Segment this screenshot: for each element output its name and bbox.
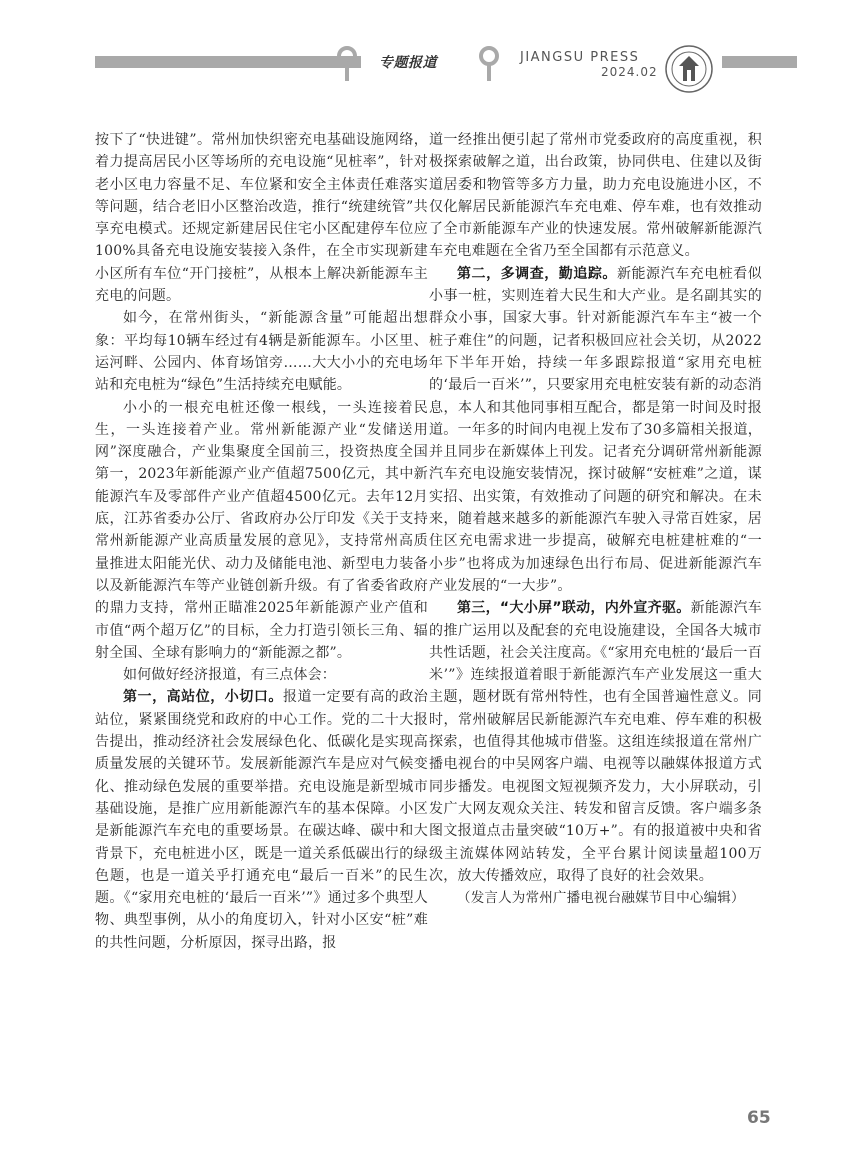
author-note: （发言人为常州广播电视台融媒节目中心编辑）	[457, 890, 745, 907]
publication-name: JIANGSU PRESS	[520, 50, 640, 65]
paragraph: 小小的一根充电桩还像一根线，一头连接着民生，一头连接着产业。常州新能源产业“发储送用网”深度融合，产业集聚度全国前三，投资热度全国第一，2023年新能源产业产值超7500亿元，其中新能源汽车及零部件产业产值超4500亿元。去年12月底，江苏省委办公厅、省政府办公厅印发《关于支持常州新能源产业高质量发展的意见》，支持常州高质量推进太阳能光伏、动力及储能电池、新型电力装备以及新能源汽车等产业链创新升级。有了省委省政府的鼎力支持，常州正瞄准2025年新能源产业产值和市值“两个超万亿”的目标，全力打造引领长三角、辐射全国、全球有影响力的“新能源之都”。	[95, 399, 428, 661]
paragraph: 道一经推出便引起了常州市党委政府的高度重视，积极探索破解之道，出台政策，协同供电、住建以及街道居委和物管等多方力量，助力充电设施进小区，不仅化解居民新能源汽车充电难、停车难，也有效推动了全市新能源车产业的快速发展。常州破解新能源汽车充电难题在全省乃至全国都有示范意义。	[429, 132, 762, 260]
point-heading: 第二，多调查，勤追踪。	[457, 265, 617, 282]
page-number: 65	[747, 1108, 771, 1128]
paragraph: 第二，多调查，勤追踪。新能源汽车充电桩看似小事一桩，实则连着大民生和大产业。是名副其实的群众小事，国家大事。针对新能源汽车车主“被一个桩子难住”的问题，记者积极回应社会关切，从2022年下半年开始，持续一年多跟踪报道“家用充电桩的‘最后一百米’”，只要家用充电桩安装有新的动态消息，本人和其他同事相互配合，都是第一时间及时报道。一年多的时间内电视上发布了30多篇相关报道，并且同步在新媒体上刊发。记者充分调研常州新能源汽车充电设施安装情况，探讨破解“安桩难”之道，谋实招、出实策，有效推动了问题的研究和解决。在未来，随着越来越多的新能源汽车驶入寻常百姓家，居住区充电需求进一步提高，破解充电桩建桩难的“一小步”也将成为加速绿色出行布局、促进新能源汽车产业发展的“一大步”。	[429, 265, 763, 594]
paragraph: 第三，“大小屏”联动，内外宣齐驱。新能源汽车的推广运用以及配套的充电设施建设，全国各大城市共性话题，社会关注度高。《“家用充电桩的‘最后一百米’”》连续报道着眼于新能源汽车产业发展这一重大主题，题材既有常州特性，也有全国普遍性意义。同时，常州破解居民新能源汽车充电难、停车难的积极探索，也值得其他城市借鉴。这组连续报道在常州广播电视台的中吴网客户端、电视等以融媒体报道方式同步播发。电视图文短视频齐发力，大小屏联动，引发广大网友观众关注、转发和留言反馈。客户端多条图文报道点击量突破“10万+”。有的报道被中央和省级主流媒体网站转发，全平台累计阅读量超100万次，放大传播效应，取得了良好的社会效果。	[429, 600, 762, 884]
section-title: 专题报道	[379, 55, 437, 71]
paragraph: 如今，在常州街头，“新能源含量”可能超出想象：平均每10辆车经过有4辆是新能源车。小区里、运河畔、公园内、体育场馆旁……大大小小的充电场站和充电桩为“绿色”生活持续充电赋能。	[95, 310, 428, 394]
paragraph: 第一，高站位，小切口。报道一定要有高的政治站位，紧紧围绕党和政府的中心工作。党的二十大报告提出，推动经济社会发展绿色化、低碳化是实现高质量发展的关键环节。发展新能源汽车是应对气候变化、推动绿色发展的重要举措。充电设施是新型城市基础设施，是推广应用新能源汽车的基本保障。小区是新能源汽车充电的重要场景。在碳达峰、碳中和大背景下，充电桩进小区，既是一道关系低碳出行的绿色题，也是一道关乎打通充电“最后一百米”的民生题。《“家用充电桩的‘最后一百米’”》通过多个典型人物、典型事例，从小的角度切入，针对小区安“桩”难的共性问题，分析原因，探寻出路，报	[95, 689, 429, 951]
issue-date: 2024.02	[601, 65, 658, 79]
journal-seal-logo	[664, 44, 714, 94]
point-heading: 第一，高站位，小切口。	[123, 689, 283, 706]
point-heading: 第三，“大小屏”联动，内外宣齐驱。	[457, 600, 691, 617]
article-column-right	[429, 129, 762, 909]
paragraph: 按下了“快进键”。常州加快织密充电基础设施网络，着力提高居民小区等场所的充电设施“见桩率”，针对老小区电力容量不足、车位紧和安全主体责任难落实等问题，结合老旧小区整治改造，推行“统建统管”共享充电模式。还规定新建居民住宅小区配建停车位应100%具备充电设施安装接入条件，在全市实现新建小区所有车位“开门接桩”，从根本上解决新能源车主充电的问题。	[95, 132, 428, 305]
header-rule-left	[95, 56, 361, 68]
header-rule-right	[722, 56, 797, 68]
location-pin-icon	[478, 46, 500, 82]
location-pin-icon	[336, 46, 358, 82]
article-column-left	[95, 129, 428, 954]
paragraph: 如何做好经济报道，有三点体会：	[123, 667, 336, 684]
